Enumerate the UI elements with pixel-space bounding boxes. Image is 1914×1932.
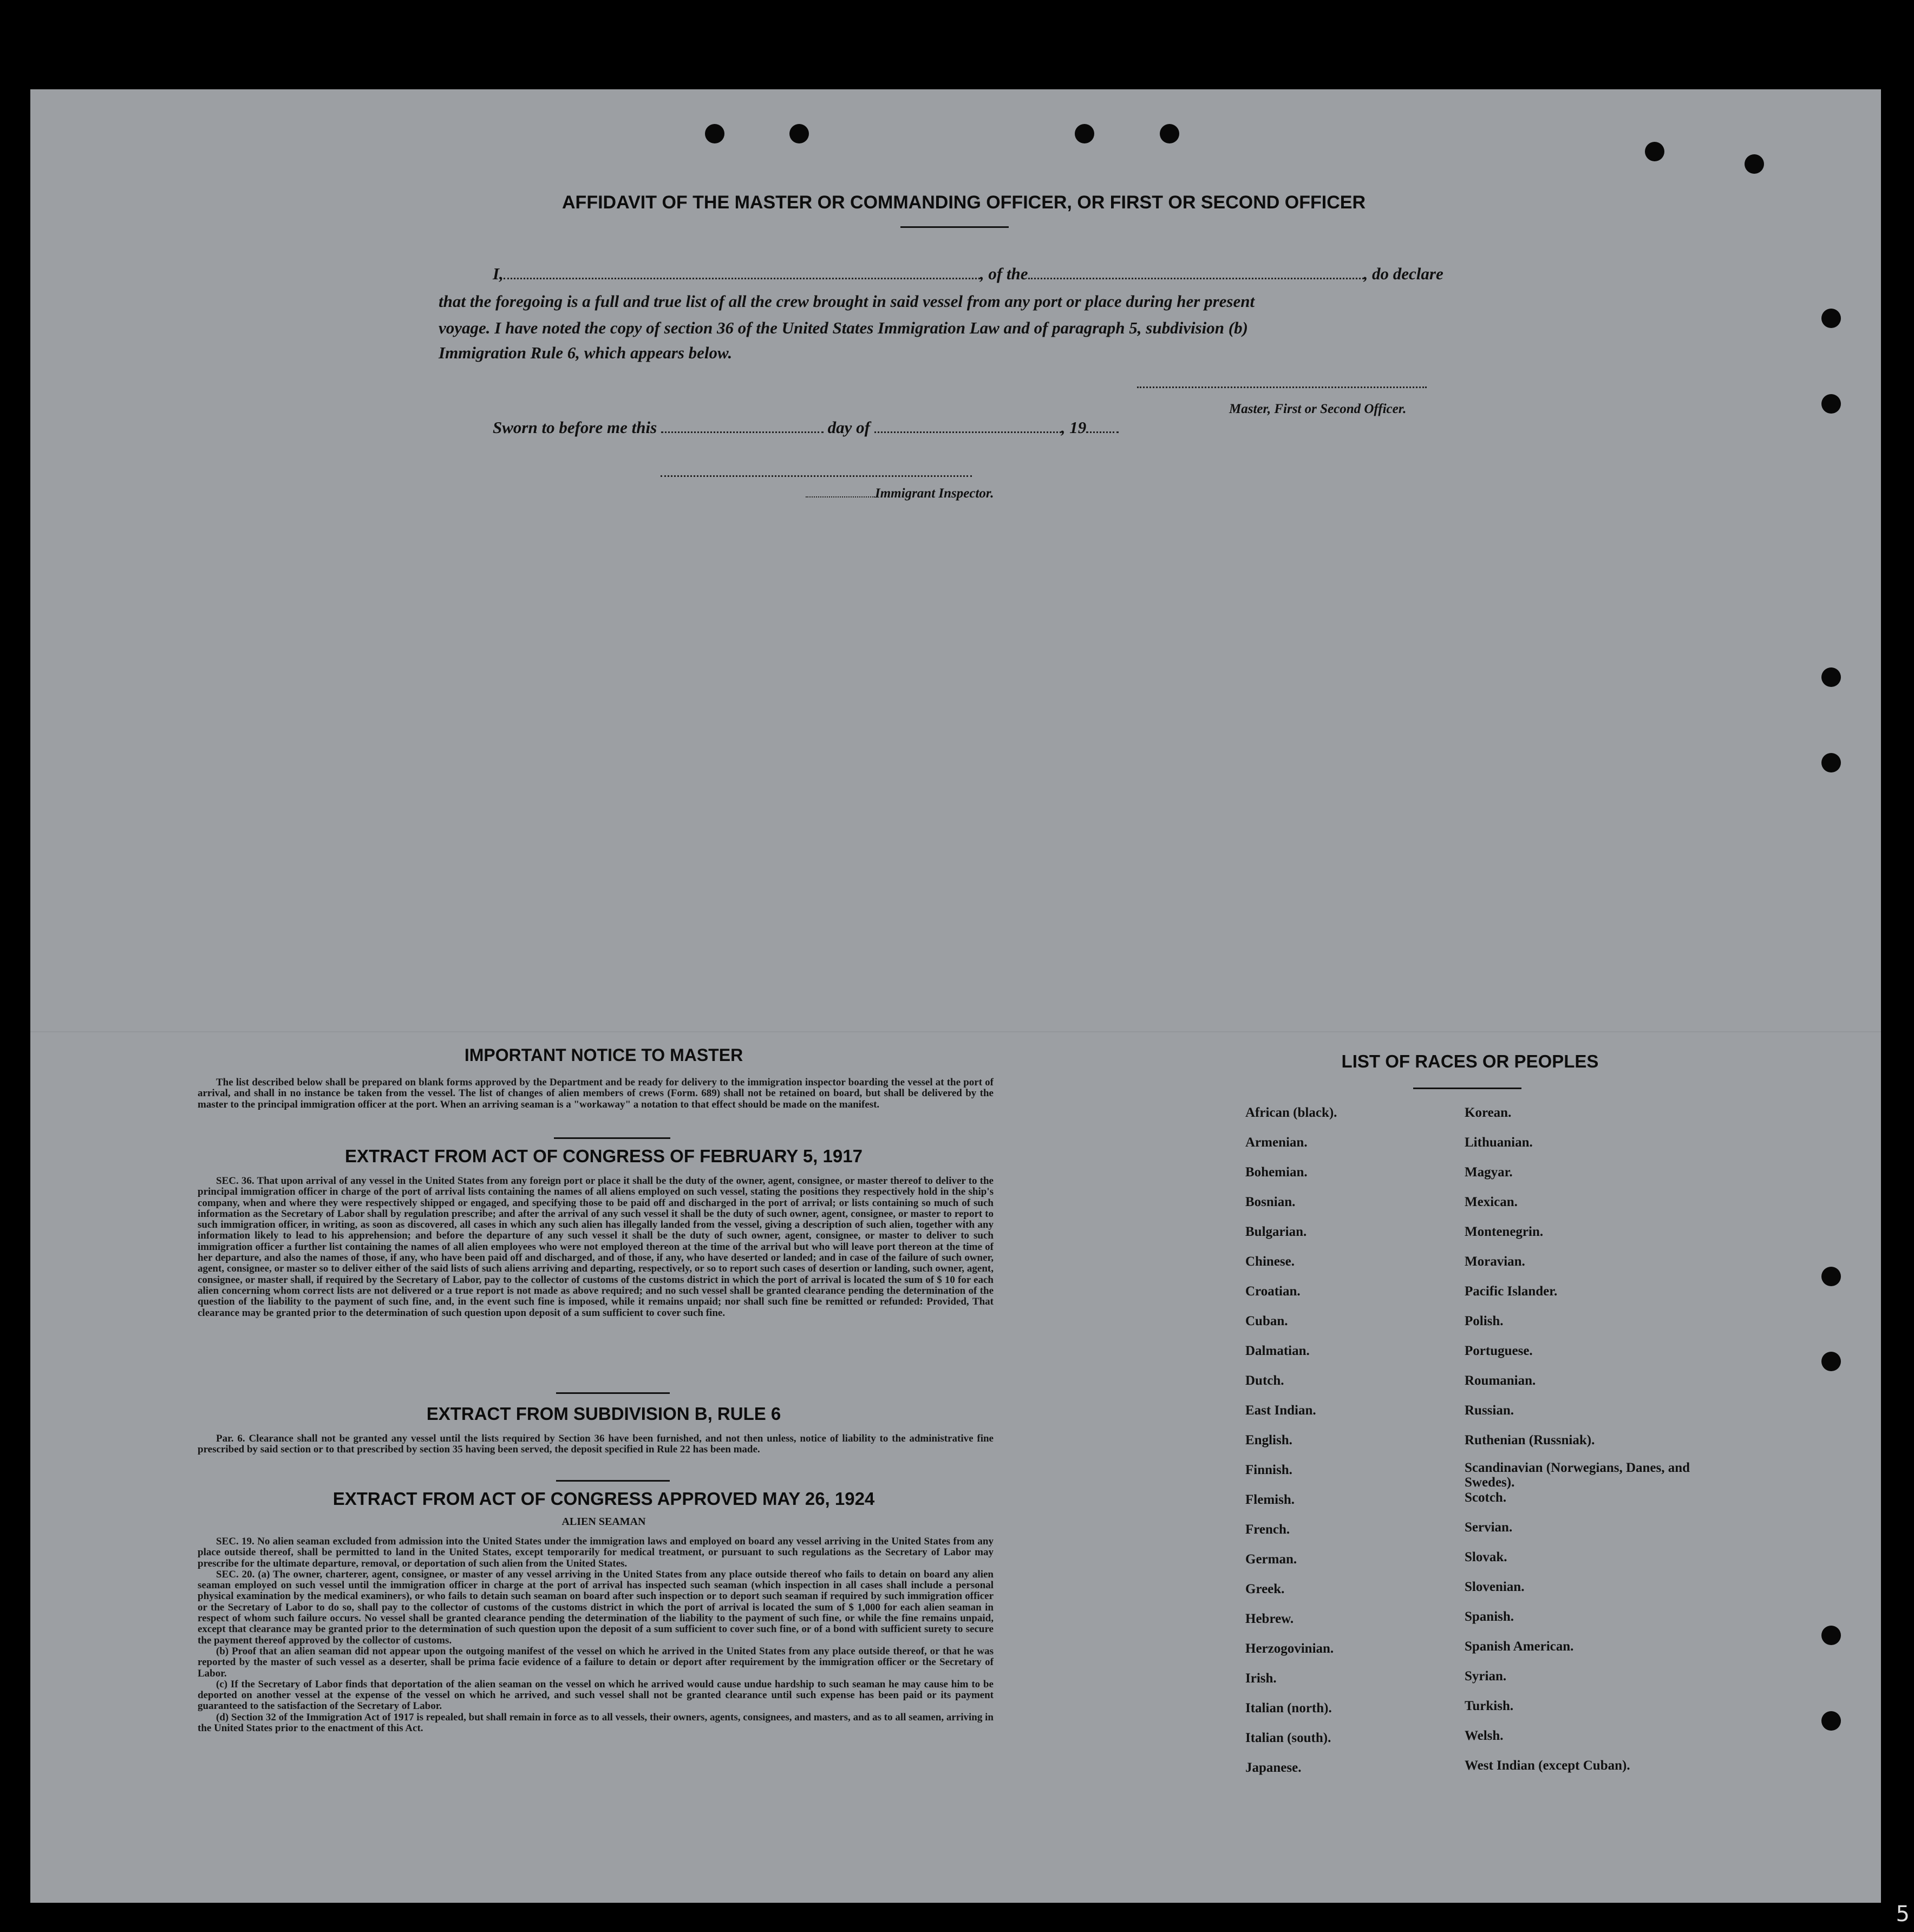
inspector-label (806, 486, 994, 501)
extract-1924-title: EXTRACT FROM ACT OF CONGRESS APPROVED MAY 26, 1924 (332, 1489, 875, 1509)
race-item: Moravian. (1465, 1254, 1525, 1269)
punch-hole (1821, 667, 1841, 687)
race-item: Spanish American. (1465, 1639, 1574, 1654)
affidavit-title: AFFIDAVIT OF THE MASTER OR COMMANDING OFFICER, OR FIRST OR SECOND OFFICER (562, 192, 1366, 213)
inspector-blank[interactable] (806, 496, 875, 497)
master-signature-label: Master, First or Second Officer. (1229, 402, 1407, 416)
extract-1924-para: (c) If the Secretary of Labor finds that deportation of the alien seaman on the vessel on which he arrived would cause undue hardship to such seaman he may cause him to be deported on another vessel at the expense of the vessel on which he arrived, and such vessel shall not be granted clearance until such expense has been paid or its payment guaranteed to the satisfaction of the Secretary of Labor. (198, 1678, 994, 1712)
extract-1924-para: (b) Proof that an alien seaman did not appear upon the outgoing manifest of the vessel on which he arrived in the United States from any place outside thereof, or that he was reported by the master of such vessel as a deserter, shall be prima facie evidence of a failure to detain or deport after requirement by the immigration officer or the Secretary of Labor. (198, 1645, 994, 1679)
race-item: Mexican. (1465, 1195, 1518, 1209)
punch-hole (1745, 154, 1764, 174)
race-item: Cuban. (1245, 1314, 1288, 1328)
punch-hole (1160, 124, 1179, 143)
sworn-date-blank[interactable] (661, 431, 824, 433)
races-left-column (1245, 1105, 1451, 1790)
races-right-column (1465, 1105, 1692, 1788)
year-blank[interactable] (1086, 431, 1119, 433)
race-item: West Indian (except Cuban). (1465, 1758, 1630, 1773)
page-number-mark: 5 (1896, 1902, 1910, 1927)
race-item: Dutch. (1245, 1373, 1284, 1388)
race-item: Russian. (1465, 1403, 1514, 1418)
name-blank[interactable] (504, 278, 980, 279)
race-item: Spanish. (1465, 1609, 1514, 1624)
notice-title: IMPORTANT NOTICE TO MASTER (464, 1045, 743, 1065)
race-item: Greek. (1245, 1582, 1285, 1596)
race-item: Herzogovinian. (1245, 1641, 1334, 1656)
race-item: Scotch. (1465, 1490, 1507, 1505)
vessel-blank[interactable] (1028, 278, 1364, 279)
extract-1917-title: EXTRACT FROM ACT OF CONGRESS OF FEBRUARY 5, 1917 (345, 1146, 863, 1166)
divider (554, 1137, 670, 1139)
sworn-line (493, 418, 1119, 437)
race-item: Polish. (1465, 1314, 1504, 1328)
race-item: Slovenian. (1465, 1580, 1525, 1594)
punch-hole (789, 124, 809, 143)
punch-hole (1075, 124, 1094, 143)
race-item: Syrian. (1465, 1669, 1507, 1684)
punch-hole (1821, 1352, 1841, 1371)
race-item: Italian (south). (1245, 1731, 1331, 1745)
affidavit-body-2: voyage. I have noted the copy of section 36 of the United States Immigration Law and of paragraph 5, subdivision (b) (439, 318, 1248, 337)
decl-i: I, (493, 264, 504, 283)
notice-text-block (198, 1077, 994, 1110)
divider (556, 1480, 670, 1482)
race-item: German. (1245, 1552, 1297, 1567)
race-item: Flemish. (1245, 1492, 1295, 1507)
race-item: Japanese. (1245, 1760, 1302, 1775)
race-item: Roumanian. (1465, 1373, 1536, 1388)
race-item: Ruthenian (Russniak). (1465, 1433, 1595, 1448)
sworn-label: Sworn to before me this (493, 418, 657, 437)
extract-1924-para: (d) Section 32 of the Immigration Act of 1917 is repealed, but shall remain in force as to all vessels, their owners, agents, consignees, and masters, and as to all seamen, arriving in the United States prior to the enactment of this Act. (198, 1711, 994, 1734)
race-item: Welsh. (1465, 1728, 1504, 1743)
extract-1924-para: SEC. 20. (a) The owner, charterer, agent, consignee, or master of any vessel arriving in the United States from any place outside thereof who fails to detain on board any alien seaman employed on such vessel until the immigration officer in charge at the port of arrival has inspected such seaman (which inspection in all cases shall include a personal physical examination by the medical examiners), or who fails to detain such seaman on board after such inspection or to deport such seaman if required by such immigration officer or the Secretary of Labor to do so, shall pay to the collector of customs of the customs district in which the port of arrival is located the sum of $ 1,000 for each alien seaman in respect of whom such failure occurs. No vessel shall be granted clearance pending the determination of the liability to the payment of such fine, or while the fine remains unpaid, except that clearance may be granted prior to the determination of such question upon the deposit of a sum sufficient to cover such fine, or of a bond with sufficient surety to secure the payment thereof approved by the collector of customs. (198, 1568, 994, 1646)
year-label: , 19 (1061, 418, 1087, 437)
affidavit-body-1: that the foregoing is a full and true list of all the crew brought in said vessel from any port or place during her present (439, 292, 1255, 311)
decl-of-the: , of the (979, 264, 1028, 283)
race-item: Slovak. (1465, 1550, 1507, 1564)
divider (900, 226, 1009, 228)
extract-rule6-text-block (198, 1433, 994, 1456)
declaration-line (493, 264, 1443, 284)
races-title: LIST OF RACES OR PEOPLES (1341, 1051, 1599, 1071)
race-item: Scandinavian (Norwegians, Danes, and Swedes). (1465, 1461, 1690, 1490)
extract-1924-para: SEC. 19. No alien seaman excluded from admission into the United States under the immigration laws and employed on board any vessel arriving in the United States from any place outside thereof, shall be permitted to land in the United States, except temporarily for medical treatment, or pursuant to such regulations as the Secretary of Labor may prescribe for the ultimate departure, removal, or deportation of such alien from the United States. (198, 1536, 994, 1569)
divider (1413, 1088, 1521, 1089)
race-item: Bosnian. (1245, 1195, 1296, 1209)
extract-rule6-text: Par. 6. Clearance shall not be granted any vessel until the lists required by Section 36 have been furnished, and not then unless, notice of liability to the administrative fine prescribed by said section or to that prescribed by section 35 having been served, the deposit specified in Rule 22 has been made. (198, 1433, 994, 1456)
affidavit-body-3: Immigration Rule 6, which appears below. (439, 343, 733, 362)
punch-hole (1645, 142, 1664, 161)
race-item: Irish. (1245, 1671, 1277, 1686)
punch-hole (1821, 309, 1841, 328)
race-item: African (black). (1245, 1105, 1337, 1120)
race-item: English. (1245, 1433, 1292, 1448)
extract-1917-text-block (198, 1176, 994, 1319)
inspector-signature-line[interactable] (661, 475, 972, 477)
inspector-text: Immigrant Inspector. (875, 486, 994, 501)
punch-hole (1821, 1267, 1841, 1286)
extract-rule6-title: EXTRACT FROM SUBDIVISION B, RULE 6 (426, 1404, 781, 1424)
extract-1924-text-block (198, 1536, 994, 1734)
punch-hole (1821, 753, 1841, 772)
race-item: Lithuanian. (1465, 1135, 1533, 1150)
extract-1917-text: SEC. 36. That upon arrival of any vessel in the United States from any foreign port or place it shall be the duty of the owner, agent, consignee, or master thereof to deliver to the principal immigration officer in charge of the port of arrival lists containing the names of all aliens employed on such vessel, stating the positions they respectively hold in the ship's company, when and where they were respectively shipped or engaged, and specifying those to be paid off and discharged in the port of arrival; or lists containing so much of such information as the Secretary of Labor shall by regulation prescribe; and after the arrival of any such vessel it shall be the duty of such owner, agent, consignee, or master to report to such immigration officer, in writing, as soon as discovered, all cases in which any such alien has illegally landed from the vessel, giving a description of such alien, together with any information likely to lead to his apprehension; and before the departure of any such vessel it shall be the duty of such owner, agent, consignee, or master to deliver to such immigration officer a further list containing the names of all alien employees who were not employed thereon at the time of the arrival but who will leave port thereon at the time of her departure, and also the names of those, if any, who have been paid off and discharged, and of those, if any, who have deserted or landed; and in case of the failure of such owner, agent, consignee, or master so to deliver either of the said lists of such aliens arriving and departing, respectively, or so to report such cases of desertion or landing, such owner, agent, consignee, or master shall, if required by the Secretary of Labor, pay to the collector of customs of the customs district in which the port of arrival is located the sum of $ 10 for each alien concerning whom correct lists are not delivered or a true report is not made as above required; and no such vessel shall be granted clearance pending the determination of the question of the liability to the payment of such fine, and, in the event such fine is imposed, while it remains unpaid; nor shall such fine be remitted or refunded: Provided, That clearance may be granted prior to the determination of such question upon deposit of a sum sufficient to cover such fine. (198, 1175, 994, 1319)
race-item: Pacific Islander. (1465, 1284, 1558, 1299)
punch-hole (1821, 1711, 1841, 1731)
extract-1924-subtitle: ALIEN SEAMAN (561, 1516, 646, 1528)
race-item: East Indian. (1245, 1403, 1316, 1418)
race-item: Croatian. (1245, 1284, 1301, 1299)
notice-text: The list described below shall be prepared on blank forms approved by the Department and be ready for delivery to the immigration inspector boarding the vessel at the port of arrival, and shall in no instance be taken from the vessel. The list of changes of alien members of crews (Form. 689) shall not be retained on board, but shall be delivered by the master to the principal immigration officer at the port. When an arriving seaman is a "workaway" a notation to that effect should be made on the manifest. (198, 1077, 994, 1110)
race-item: Korean. (1465, 1105, 1512, 1120)
race-item: Turkish. (1465, 1699, 1514, 1713)
divider (556, 1392, 670, 1394)
punch-hole (1821, 394, 1841, 414)
punch-hole (1821, 1626, 1841, 1645)
race-item: Bulgarian. (1245, 1224, 1307, 1239)
race-item: Portuguese. (1465, 1344, 1533, 1358)
master-signature-line[interactable] (1137, 387, 1427, 388)
race-item: Dalmatian. (1245, 1344, 1310, 1358)
day-of-label: day of (827, 418, 870, 437)
month-blank[interactable] (874, 431, 1061, 433)
race-item: Finnish. (1245, 1463, 1292, 1477)
race-item: Montenegrin. (1465, 1224, 1544, 1239)
punch-hole (705, 124, 724, 143)
race-item: Hebrew. (1245, 1612, 1294, 1626)
race-item: Servian. (1465, 1520, 1513, 1535)
race-item: Italian (north). (1245, 1701, 1332, 1715)
race-item: Magyar. (1465, 1165, 1513, 1180)
race-item: Bohemian. (1245, 1165, 1308, 1180)
decl-declare: , do declare (1363, 264, 1443, 283)
race-item: French. (1245, 1522, 1290, 1537)
race-item: Chinese. (1245, 1254, 1295, 1269)
race-item: Armenian. (1245, 1135, 1308, 1150)
